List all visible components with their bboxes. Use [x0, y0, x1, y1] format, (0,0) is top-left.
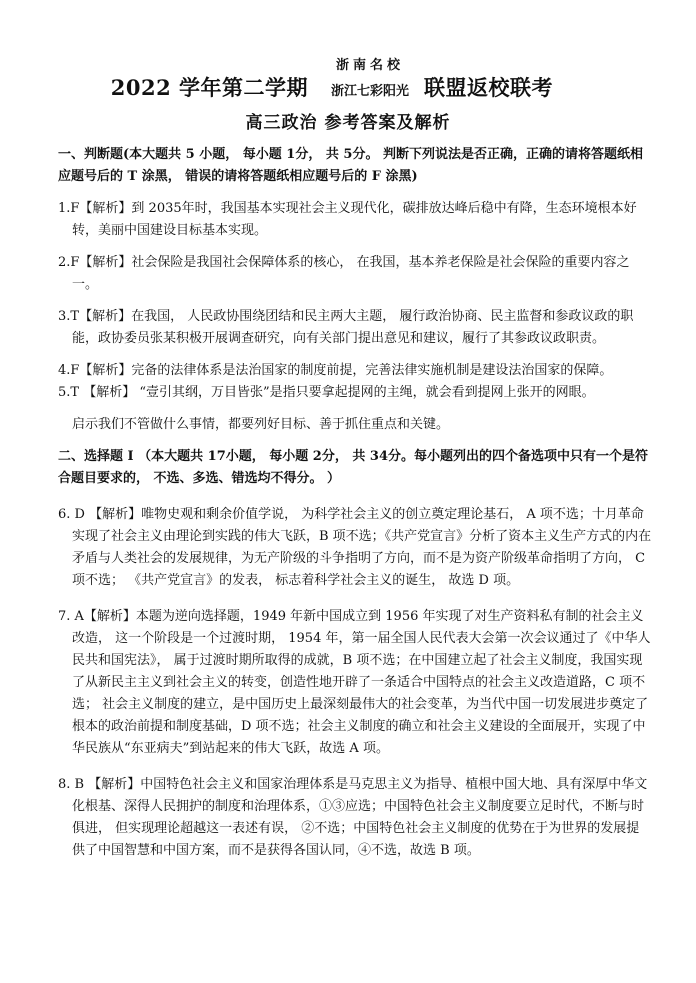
- answer-item-5: 5.T 【解析】 “壹引其纲，万目皆张”是指只要拿起提网的主绳，就会看到提网上张开的网眼。: [58, 385, 595, 400]
- answer-item-6: 6. D 【解析】唯物史观和剩余价值学说， 为科学社会主义的创立奠定理论基石， A 项不选；十月革命实现了社会主义由理论到实践的伟大飞跃，B 项不选；《共产党宣言》分析了资本主义生产方式的内在矛盾与人类社会的发展规律，为无产阶级的斗争指明了方向，而不是为资产阶级革命指明了方向， C项不选； 《共产党宣言》的发表， 标志着科学社会主义的诞生， 故选 D 项。: [58, 507, 652, 588]
- answer-item-5-continuation: 启示我们不管做什么事情，都要列好目标、善于抓住重点和关键。: [72, 417, 450, 432]
- answer-item-1: 1.F【解析】到 2035年时，我国基本实现社会主义现代化，碳排放达峰后稳中有降，生态环境根本好转，美丽中国建设目标基本实现。: [58, 201, 637, 238]
- answer-item-3: 3.T【解析】在我国， 人民政协围绕团结和民主两大主题， 履行政治协商、民主监督和参政议政的职能，政协委员张某积极开展调查研究，向有关部门提出意见和建议，履行了其参政议政职责。: [58, 309, 634, 346]
- answer-item-2: 2.F【解析】社会保险是我国社会保障体系的核心， 在我国，基本养老保险是社会保险的重要内容之一。: [58, 255, 630, 292]
- answer-item-7: 7. A【解析】本题为逆向选择题，1949 年新中国成立到 1956 年实现了对生产资料私有制的社会主义改造， 这一个阶段是一个过渡时期， 1954 年，第一届全国人民代表大会第一次会议通过了《中华人民共和国宪法》， 属于过渡时期所取得的成就，B 项不选；在中国建立起了社会主义制度，我国实现了从新民主主义到社会主义的转变，创造性地开辟了一条适合中国特点的社会主义改造道路，C 项不选； 社会主义制度的建立，是中国历史上最深刻最伟大的社会变革，为当代中国一切发展进步奠定了根本的政治前提和制度基础，D 项不选；社会主义制度的确立和社会主义建设的全面展开，实现了中华民族从“东亚病夫”到站起来的伟大飞跃，故选 A 项。: [58, 609, 651, 756]
- document-title: [0, 58, 696, 104]
- answer-item-4: 4.F【解析】完备的法律体系是法治国家的制度前提，完善法律实施机制是建设法治国家的保障。: [58, 363, 613, 378]
- alliance-name-bottom: 浙江七彩阳光: [330, 84, 409, 99]
- alliance-name-top: 浙南名校: [335, 58, 404, 73]
- section-heading-choice: 二、选择题 Ⅰ （本大题共 17小题， 每小题 2分， 共 34分。每小题列出的四个备选项中只有一个是符合题目要求的， 不选、多选、错选均不得分。 ）: [58, 449, 648, 486]
- answer-item-8: 8. B 【解析】中国特色社会主义和国家治理体系是马克思主义为指导、植根中国大地、具有深厚中华文化根基、深得人民拥护的制度和治理体系，①③应选；中国特色社会主义制度要立足时代，不断与时俱进， 但实现理论超越这一表述有误， ②不选；中国特色社会主义制度的优势在于为世界的发展提供了中国智慧和中国方案，而不是获得各国认同，④不选，故选 B 项。: [58, 777, 648, 858]
- title-term: 2022 学年第二学期: [110, 75, 308, 100]
- title-alliance-names: [310, 58, 430, 100]
- answer-content: [58, 144, 652, 862]
- title-exam: 联盟返校联考: [424, 75, 553, 100]
- document-subtitle: 高三政治 参考答案及解析: [245, 113, 451, 133]
- section-heading-judgment: 一、判断题(本大题共 5 小题， 每小题 1分， 共 5分。 判断下列说法是否正确，正确的请将答题纸相应题号后的 T 涂黑， 错误的请将答题纸相应题号后的 F 涂黑): [58, 147, 643, 184]
